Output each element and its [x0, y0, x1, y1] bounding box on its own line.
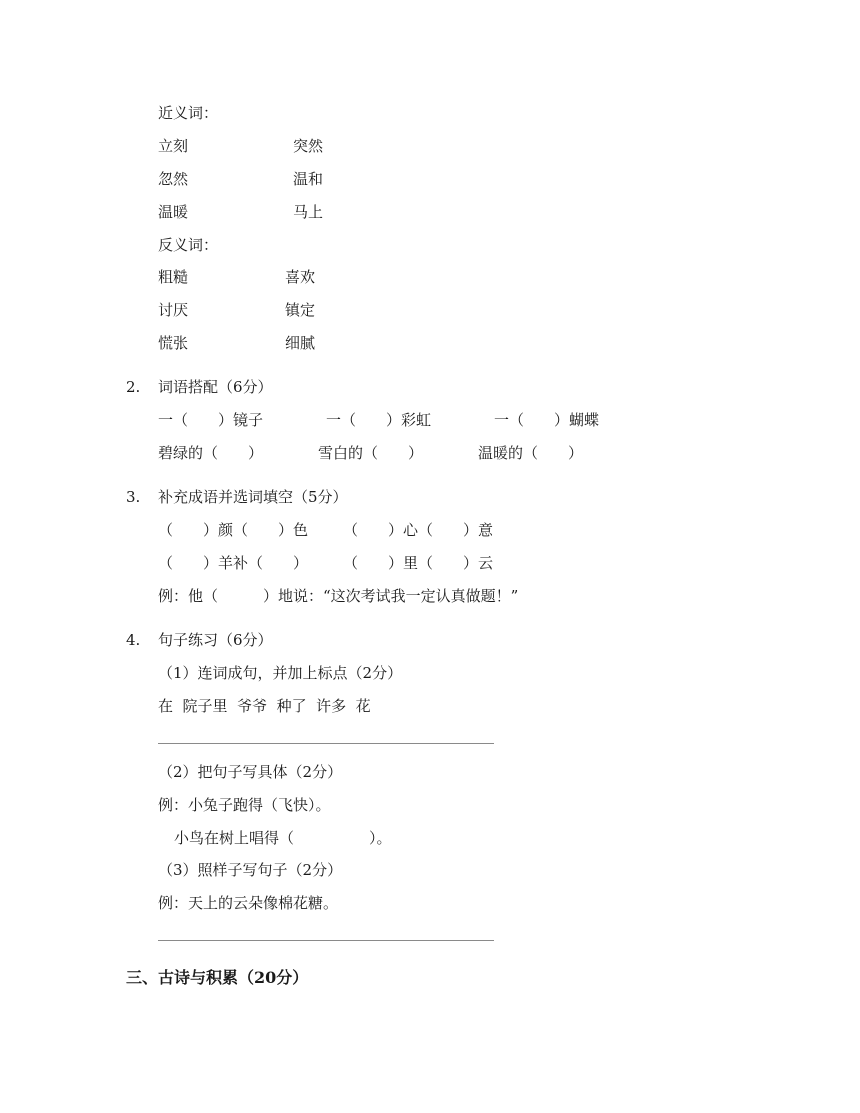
antonym-left-word: 慌张 — [158, 334, 189, 352]
q2-blank-item: 一（ ）镜子 — [158, 411, 264, 429]
idiom-blank: （ ）里（ ）云 — [343, 554, 494, 572]
q4-part2-task: 小鸟在树上唱得（ ）。 — [174, 829, 392, 847]
synonym-right-word: 马上 — [293, 203, 324, 221]
antonym-left-word: 粗糙 — [158, 268, 189, 286]
q4-title: 句子练习（6分） — [158, 631, 273, 649]
q2-blank-item: 温暖的（ ） — [478, 444, 584, 462]
antonym-right-word: 细腻 — [285, 334, 316, 352]
synonym-right-word: 温和 — [293, 170, 324, 188]
idiom-blank: （ ）颜（ ）色 — [158, 521, 309, 539]
q3-example: 例：他（ ）地说：“这次考试我一定认真做题！” — [158, 587, 519, 605]
q4-number: 4. — [126, 631, 141, 649]
synonym-left-word: 立刻 — [158, 137, 189, 155]
answer-line — [158, 743, 494, 744]
section-heading: 三、古诗与积累（20分） — [126, 968, 309, 987]
synonym-left-word: 温暖 — [158, 203, 189, 221]
q4-part2-title: （2）把句子写具体（2分） — [158, 763, 343, 781]
idiom-blank: （ ）心（ ）意 — [343, 521, 494, 539]
synonym-right-word: 突然 — [293, 137, 324, 155]
antonyms-heading: 反义词： — [158, 236, 219, 254]
q2-blank-item: 碧绿的（ ） — [158, 444, 264, 462]
answer-line — [158, 940, 494, 941]
q2-title: 词语搭配（6分） — [158, 378, 273, 396]
q3-title: 补充成语并选词填空（5分） — [158, 488, 348, 506]
q3-number: 3. — [126, 488, 141, 506]
q4-part3-title: （3）照样子写句子（2分） — [158, 861, 343, 879]
antonym-left-word: 讨厌 — [158, 301, 189, 319]
q2-blank-item: 一（ ）蝴蝶 — [494, 411, 600, 429]
idiom-blank: （ ）羊补（ ） — [158, 554, 309, 572]
antonym-right-word: 喜欢 — [285, 268, 316, 286]
q4-part1-title: （1）连词成句，并加上标点（2分） — [158, 664, 403, 682]
q4-part1-words: 在 院子里 爷爷 种了 许多 花 — [158, 697, 371, 715]
antonym-right-word: 镇定 — [285, 301, 316, 319]
q2-blank-item: 一（ ）彩虹 — [326, 411, 432, 429]
synonym-left-word: 忽然 — [158, 170, 189, 188]
q2-number: 2. — [126, 378, 141, 396]
synonyms-heading: 近义词： — [158, 104, 219, 122]
q4-part2-example: 例：小兔子跑得（飞快）。 — [158, 796, 331, 814]
q4-part3-example: 例：天上的云朵像棉花糖。 — [158, 894, 339, 912]
q2-blank-item: 雪白的（ ） — [318, 444, 424, 462]
